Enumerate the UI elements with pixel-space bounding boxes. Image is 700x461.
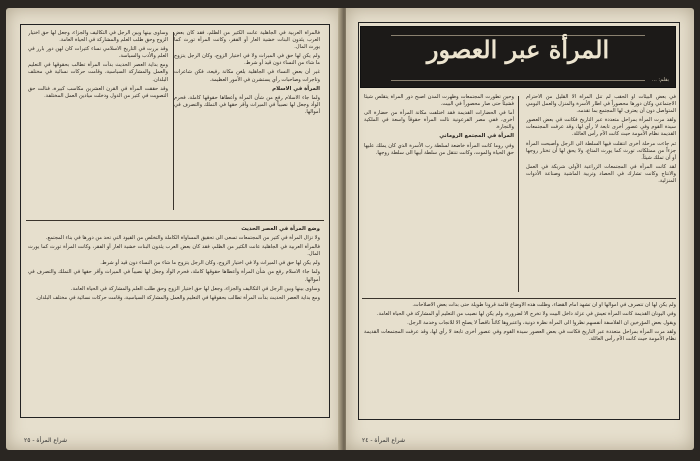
paragraph: ومع بداية العصر الحديث بدأت المرأة تطالب بحقوقها في التعليم والعمل والمشاركة السياسية، وقامت حركات نسائية في مختلف البلدان. — [28, 62, 168, 83]
right-column-2 — [364, 94, 514, 294]
paragraph: وقد حققت المرأة في القرن العشرين مكاسب كبيرة، فنالت حق التصويت في كثير من الدول ودخلت ميادين العمل المختلفة. — [28, 85, 168, 99]
paragraph: ويقول بعض المؤرخين ان الفلاسفة أنفسهم نظروا الى المرأة نظرة دونية، واعتبروها كائناً ناقصاً لا يصلح الا للانجاب وخدمة الرجل. — [407, 320, 676, 327]
paragraph: وساوى بينها وبين الرجل في التكاليف والجزاء، وجعل لها حق اختيار الزوج وحق طلب العلم والمشاركة في الحياة العامة. — [28, 30, 168, 44]
paragraph: ولقد مرت المرأة بمراحل متعددة عبر التاريخ فكانت في بعض العصور سيدة القوم وفي عصور أخرى تابعة لا رأي لها، وقد عرفت المجتمعات القديمة نظام الأمومة حيث كانت الأم رأس العائلة. — [364, 329, 676, 343]
column-divider — [173, 32, 174, 210]
left-page — [6, 8, 342, 450]
paragraph: وفي روما كانت المرأة خاضعة لسلطة رب الأسرة الذي كان يملك عليها حق الحياة والموت، وكانت تنتقل من سلطة أبيها الى سلطة زوجها. — [364, 142, 514, 156]
right-column-1 — [526, 94, 676, 294]
paragraph: وساوى بينها وبين الرجل في التكاليف والجزاء، وجعل لها حق اختيار الزوج وحق طلب العلم والمشاركة في الحياة العامة. — [70, 285, 320, 292]
left-lower-block — [28, 224, 320, 410]
paragraph: ولما جاء الاسلام رفع من شأن المرأة وأعطاها حقوقها كاملة، فحرم الوأد وجعل لها نصيباً في الميراث وأقر حقها في التملك والتصرف في أموالها. — [174, 94, 320, 115]
paragraph: ومع بداية العصر الحديث بدأت المرأة تطالب بحقوقها في التعليم والعمل والمشاركة السياسية، وقامت حركات نسائية في مختلف البلدان. — [35, 294, 320, 301]
section-rule — [362, 298, 676, 299]
article-byline: بقلم: ... — [652, 77, 669, 83]
paragraph: أما في الحضارات القديمة فقد اختلفت مكانة المرأة من حضارة الى أخرى، ففي مصر الفرعونية نالت المرأة حقوقاً واسعة في الملكية والتجارة. — [364, 110, 514, 131]
right-lower-block — [364, 302, 676, 414]
paragraph: وحين تطورت المجتمعات وظهرت المدن أصبح دور المرأة يتقلص شيئاً فشيئاً حتى صار محصوراً في البيت. — [364, 94, 514, 108]
paragraph: ولما جاء الاسلام رفع من شأن المرأة وأعطاها حقوقها كاملة، فحرم الوأد وجعل لها نصيباً في الميراث وأقر حقها في التملك والتصرف في أموالها. — [28, 269, 320, 283]
left-column-2 — [28, 30, 168, 218]
paragraph: ولم يكن لها أن تتصرف في أموالها أو أن تشهد أمام القضاء، وظلت هذه الأوضاع قائمة قروناً طويلة حتى بدأت بعض الاصلاحات. — [412, 302, 676, 308]
paragraph: فالمرأة العربية في الجاهلية عانت الكثير من الظلم، فقد كان بعض العرب يئدون البنات خشية العار أو الفقر، وكانت المرأة تورث كما يورث المال. — [28, 244, 320, 258]
left-column-1 — [174, 30, 320, 218]
article-title: المرأة عبر العصور — [426, 35, 610, 64]
article-title-banner — [360, 26, 676, 88]
page-footer: شراع المرأة - ٢٤ — [362, 437, 406, 444]
section-heading: وضع المرأة في العصر الحديث — [241, 226, 320, 232]
page-footer: شراع المرأة - ٢٥ — [24, 437, 68, 444]
paragraph: فالمرأة العربية في الجاهلية عانت الكثير من الظلم، فقد كان بعض العرب يئدون البنات خشية العار أو الفقر، وكانت المرأة تورث كما يورث المال. — [174, 30, 320, 51]
paragraph: وفي اليونان القديمة كانت المرأة تعيش في عزلة داخل البيت ولا تخرج الا لضرورة، ولم يكن لها نصيب من التعليم أو المشاركة في الحياة العامة. — [376, 311, 676, 318]
paragraph: في بعض البيئات أو الحقب لم تنل المرأة الا القليل من الاحترام الاجتماعي وكان دورها محصوراً في اطار الأسرة والمنزل والعمل اليومي المتواصل دون أن يعترف لها المجتمع بما تقدمه. — [526, 94, 676, 115]
paragraph: ولم يكن لها حق في الميراث ولا في اختيار الزوج، وكان الرجل يتزوج ما شاء من النساء دون قيد أو شرط. — [100, 260, 320, 267]
column-divider — [518, 96, 519, 292]
paragraph: وقد برزت في التاريخ الاسلامي نساء كثيرات كان لهن دور بارز في العلم والأدب والسياسة. — [28, 46, 168, 60]
paragraph: ولم يكن لها حق في الميراث ولا في اختيار الزوج، وكان الرجل يتزوج ما شاء من النساء دون قيد أو شرط. — [174, 53, 320, 67]
paragraph: ثم جاءت مرحلة أخرى انتقلت فيها السلطة الى الرجل وأصبحت المرأة جزءاً من ممتلكاته، تورث كما يورث المتاع، ولا يحق لها أن تختار زوجها أو أن تملك شيئاً. — [526, 140, 676, 161]
paragraph: ولقد مرت المرأة بمراحل متعددة عبر التاريخ فكانت في بعض العصور سيدة القوم وفي عصور أخرى تابعة لا رأي لها، وقد عرفت المجتمعات القديمة نظام الأمومة حيث كانت الأم رأس العائلة. — [526, 117, 676, 138]
section-heading: المرأة في المجتمع الروماني — [439, 133, 514, 140]
section-heading: المرأة في الاسلام — [272, 85, 320, 92]
paragraph: لقد كانت المرأة في المجتمعات الزراعية الأولى شريكة في العمل والانتاج وكانت تشارك في الحصاد وتربية الماشية وصناعة الأدوات المنزلية. — [526, 163, 676, 185]
paragraph: غير أن بعض النساء في الجاهلية بلغن مكانة رفيعة، فكن شاعرات وتاجرات وصاحبات رأي يستشرن في الأمور العظيمة. — [174, 69, 320, 83]
paragraph: ولا تزال المرأة في كثير من المجتمعات تسعى الى تحقيق المساواة الكاملة والتخلص من القيود التي تحد من دورها في بناء المجتمع. — [45, 235, 320, 242]
right-page — [346, 8, 694, 450]
section-rule — [26, 220, 324, 221]
